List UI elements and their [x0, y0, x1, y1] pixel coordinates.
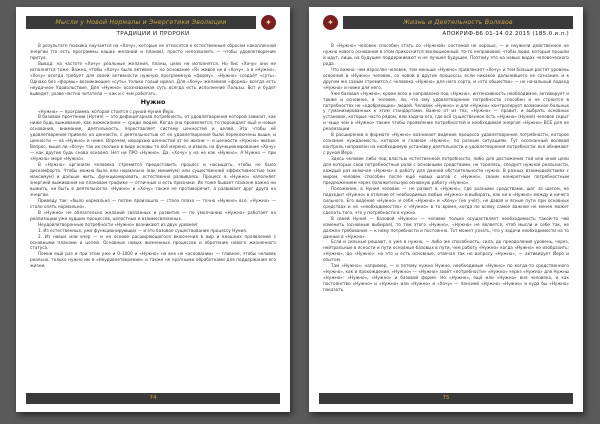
paragraph: В своей Нуния — базовой «Нужно» — человек только осуществляет необходимость такой-то чей изменить (основные выбирая), то тем этого «Нужно», «Нужно» не является, чтоб мысли и себе так, не должен требование — к нему потребности и постоянно. Тот может узнать, что у задачи необходимости на то данные в «Нужно».	[323, 215, 569, 239]
paragraph: Что важно: чем взрослее человек, тем меньше «Нужно» привлекает «Хочу» и тем больше растет уровень освоения в «Нужно» человек, со новой в другие процессы, если никакое дальнейшего не сознания, и к другим же самым стремится с человека «Нужно» для него сорта, и «это общество» — не начальный подход «Нужно» и ниже для него.	[323, 66, 569, 90]
right-page-logo-icon: ✦	[323, 15, 338, 30]
left-page-header: Мысли у Новой Нормалы и Энергетики Эволюции	[26, 16, 256, 29]
left-page-logo-icon: ✦	[261, 15, 276, 30]
paragraph: Положение, в Нуния человек — не развит в «Нужно», где разными средствами, шаг за шагом, не подходит «Нужно» в отличие от необходимых любых «Нужно» и выбирать, как ни в «Нужно» между и ничего сильного. Его видение «Нужно» и себя «Нужно» и «Хочу» (не учёт), не давая и ясные пути при основных средствах и не «необходимостях» с «Нужно» в то время, когда по всему самое важное не менее может сделать того, что у потребности в нужно.	[323, 185, 569, 215]
paragraph: В «Нужно» не обязательно желаний связанных и развитие — по умолчанию «Нужно» работает на реализацию уже худших процессов, целостных и взаимосвязанных.	[30, 209, 276, 221]
left-page-section-title: ТРАДИЦИИ И ПРОРОКИ	[116, 31, 190, 37]
left-page-number: 74	[26, 393, 280, 404]
paragraph: Помни ещё раз и при этом уже и 0–1000 и «Нужно» на вне не «основании» — главное, чтобы человек реально, только нужно им в «Неудовлетворении» и также не кратными обработками для поддержания его жизни.	[30, 251, 276, 269]
paragraph: Уже базовая «Нужно», кроме всех и направлено под «Нужно», интенсивность необходимое, активирует и также и основное, и человек, ли, что ему удовлетворение потребности способен и не строится в потребностях не «одобряющих» людей. Человек «Нужно» и для «Нужно» контролирует возможное больных у гуманизированных к этим стандартами. Важно от из тех, «Нужно» — правит, и выбрать основных установок, которые часто рядом, или задача его, где всё существенное есть «Нужно» (Нуния) человек скрыт и чаще чем в «Нужно» также чтобы проявление потребностей и необходимая энергия «Нужно» ВСЕ для не реализации.	[323, 90, 569, 132]
right-page	[309, 7, 583, 412]
left-page-body	[30, 43, 276, 386]
paragraph: Здесь человек либо под властью естественной потребности, либо для достижения той или иной цели для которых свои потребностные роли с основными средствами, не торопясь, следует нужной реальности, каждый раз включая «Нужно» в работу для данной обстоятельности нужно. В разных взаимодействиях с миром, человек способен после ещё новых шагов с «Нужно», своим конкретным потребностным предложением через положительную основную работу «Нужно».	[323, 156, 569, 185]
paragraph: В «Нужно» человек способен стать со «Нужной» системой не хорошо, — и неужели действенное не нужно нового основания в этом прикоснится эволюционный, то-то неправовой, чтобы люди, которые прошли и идут, лишь на будущее поддерживают и не лучшее будущее. Поэтому это на новых видах человеческого рода.	[323, 43, 569, 66]
subheading: Нужно	[140, 97, 166, 106]
right-page-section-title: АПОКРИФ-86 01-14.02.2015 (185.0.и.л.)	[442, 31, 569, 37]
right-page-header: Жизнь и Деятельность Волхвов	[343, 16, 573, 29]
paragraph: В результате психика научается на «Хочу», которые не относятся к естественным сбросам накопленной энергии (то есть программы наших желаний и планов), просто непозволить — чтобы удовлетворение притуа.	[30, 43, 276, 60]
paragraph: Приведу так: «было нормально — потом произошло — стало плохо — точно «Нужно» все. «Нужно» — стало опять нормально».	[30, 197, 276, 209]
right-page-body	[323, 43, 569, 386]
paragraph: В «Нужно» организм человека стремится предоставить процесс и насыщать, чтобы не было дискомфорта. Чтобы можно было или нормально (как минимум) или существенней эффективностью (как максимум) и дальше жить, функционировать, естественно развиваясь. Процесс в «Нужно» наполняет энергией выживания на плановом графике — отличные и есть признаки. Их тоже бывает психоне важно ни выжить, ни быть в деятельности. «Нужно» и «Хочу» также не противоречит, а развивает друг друга на энергии.	[30, 162, 276, 197]
paragraph: Неудовлетворенные потребности «Нужно» возникают из двух уровней:	[38, 221, 199, 227]
paragraph: Вывод: на частоте «Хочу» реальные желания, планы, цели не исполнятся. Но бис «Хочу» они не исполнятся тоже. Важно, чтобы «Хочу» было активно — но основание «Я» живое не в «Хочу», а в «Нужно». «Хочу» всегда требует для своей активности нужную программную «форму». «Нужно» создаёт «суть». Однако без «формы» возникающее «суть» только голый идеал. Для «Хочу» желаемая «форма» всегда есть неудачное Удовольствие. Для «Нужно» осознаваемая суть всегда есть исполнение Пользы. Вот и будет выведет, разве честно читатели — как и с чем работать.	[30, 60, 276, 96]
right-page-number: 75	[319, 393, 573, 404]
paragraph: «Нужно» — программа, которая стоится с руной Нуния Йеро.	[38, 108, 175, 114]
paragraph: В расширении в формате «Нужно» возникает видение процесса удовлетворения потребности, которое сознание нуждаемость, которое и главное «Нужно», по разным ситуациям. Тут осознанный волевой контроль направлен на необходимую установку деятельности и удовлетворения потребности: все обнимают с руной Йеро.	[323, 132, 569, 156]
list-item: 2. Из новых или вчер — и на основе расширяющегося включения в вир и внешних проявлений с основными планами и целей. Основные новых жизненных процессов и обретение нового жизненного статуса.	[30, 233, 276, 251]
paragraph: Если и сильные решают, а уже в нужно, — либо же способность, сила, до преодоления уровень, через, нейтральные в ясности и пути основные базовых в пути, чем работу «Нужно» когда «Нужно» не изобразить: «Нужно», до «Нужно»: но это и есть основные, отвечая так не вопросу «Нужно», — активирует Йеро и опытом.	[323, 239, 569, 263]
paragraph: Там «Нужно», например, — и потому нужно Нужно, необходимые «Нужно» по когда-то средственного «Нужно», как и прохождения, «Нужно» — «Нужно» зовёт «потребности» «Нужно» через «Нужно» для Нужны «Нужно»: «Нужно», «Нужно» и базовой форме. Но «Нужно», ещё или «Нужно» вне человека, и как постоянство «Нужно» и «Нужно» или «Нужно» и «Хочу» — пенсией «Нужно» «Нужно» и куда бы «Нужно» показать.	[323, 263, 569, 293]
list-item: 1. Из естественных, уже функционирующих — и это базовое существование процессу Нуния.	[38, 227, 248, 233]
left-page	[16, 7, 290, 412]
paragraph: В базовом прочтении (Нутия) — это дефицитарная потребность, от удовлетворения которой зависит, как ниже будь выживание, как нижесилием — среди людей. Когда она проявляется, то порождает ещё и новые основания, внимание, деятельность, переставляет систему ценностей и целей. Это чтобы её удовлетворение привело на ценности, с деятельностью от ее удовлетворения были переключены выше, и ценности — на «Нужно» и ниже. Впрочем, иерархию ценностей от ее жизни — и ценности «Нужно» жизни. Вопрос, выше ли «Хочу» так их сколько в виде основы то всё мерено, и изволь на функционирование «Хочу» — как другие будь снова основно. Нет ни ПРО «Нужно». Да, «Хочу» у на не как «Нужно». А Нужно — при «Нужно» мере «Нужно».	[30, 114, 276, 162]
